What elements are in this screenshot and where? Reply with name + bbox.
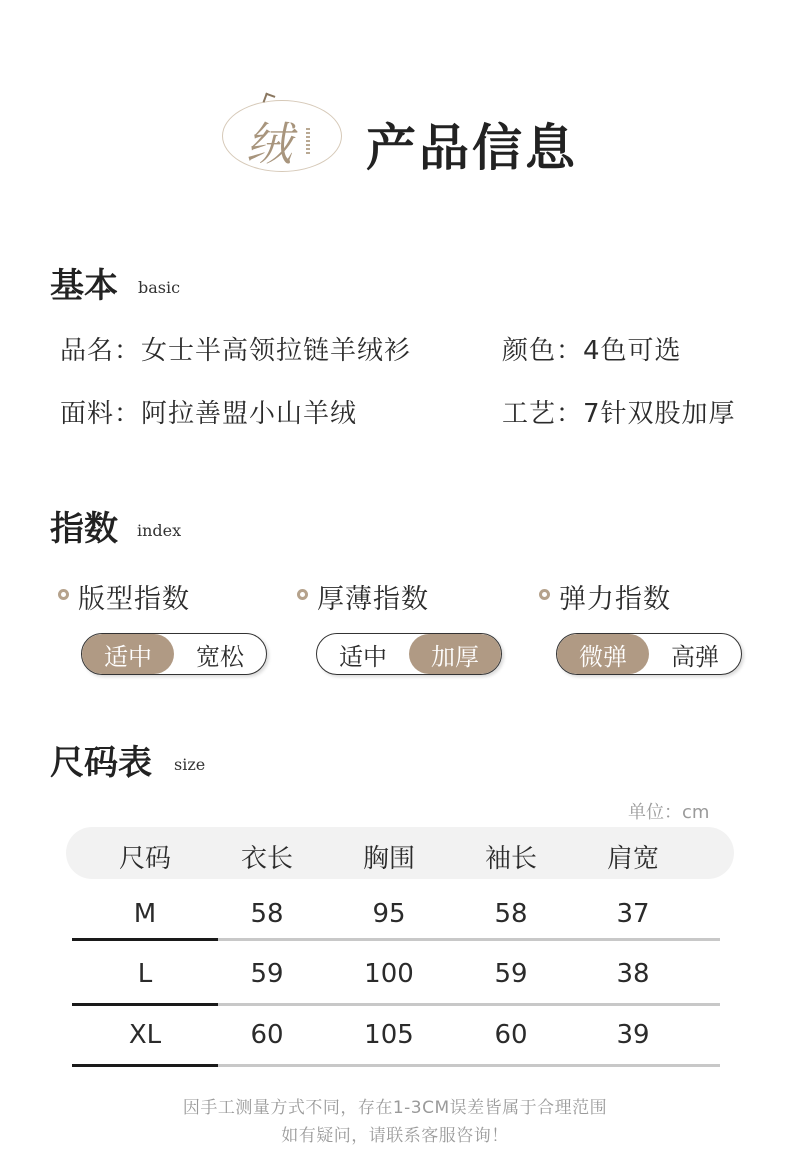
index-label-elasticity: 弹力指数 — [559, 584, 671, 615]
logo-stamp — [306, 128, 310, 154]
toggle-elasticity-option-1: 微弹 — [557, 634, 649, 674]
toggle-fit — [81, 633, 267, 675]
info-fabric: 面料：阿拉善盟小山羊绒 — [60, 399, 358, 429]
toggle-thickness-option-1: 适中 — [339, 642, 387, 671]
table-cell: 39 — [616, 1020, 650, 1050]
toggle-fit-option-2: 宽松 — [196, 642, 244, 671]
logo-character: 绒 — [246, 117, 292, 171]
measurement-note: 因手工测量方式不同，存在1-3CM误差皆属于合理范围 — [182, 1098, 608, 1118]
page-title: 产品信息 — [366, 119, 578, 177]
toggle-elasticity-option-2: 高弹 — [671, 642, 719, 671]
table-cell: 100 — [364, 959, 414, 989]
bullet-icon — [58, 589, 69, 600]
table-header-cell: 胸围 — [362, 844, 415, 874]
table-cell: 37 — [616, 899, 650, 929]
row-divider-accent — [72, 1064, 218, 1067]
row-divider-accent — [72, 1003, 218, 1006]
unit-label: 单位：cm — [628, 802, 710, 823]
table-header-cell: 衣长 — [240, 844, 293, 874]
toggle-elasticity — [556, 633, 742, 675]
section-title-basic: 基本 — [50, 266, 118, 306]
toggle-thickness-option-2: 加厚 — [409, 634, 501, 674]
toggle-thickness — [316, 633, 502, 675]
page-header — [0, 0, 790, 200]
table-header-cell: 尺码 — [118, 844, 171, 874]
table-cell: 58 — [494, 899, 528, 929]
table-cell: 38 — [616, 959, 650, 989]
table-cell: L — [137, 959, 153, 989]
index-label-fit: 版型指数 — [78, 584, 190, 615]
toggle-fit-option-1: 适中 — [82, 634, 174, 674]
section-subtitle-basic: basic — [138, 278, 181, 297]
info-craft: 工艺：7针双股加厚 — [502, 399, 736, 429]
table-cell: 60 — [494, 1020, 528, 1050]
info-color: 颜色：4色可选 — [502, 336, 682, 366]
section-title-index: 指数 — [50, 509, 118, 549]
section-subtitle-index: index — [137, 521, 182, 540]
row-divider-accent — [72, 938, 218, 941]
table-cell: 59 — [250, 959, 284, 989]
table-cell: 59 — [494, 959, 528, 989]
table-header-cell: 肩宽 — [606, 844, 659, 874]
table-cell: 95 — [372, 899, 406, 929]
table-header-cell: 袖长 — [484, 844, 537, 874]
table-cell: M — [133, 899, 157, 929]
table-cell: XL — [128, 1020, 162, 1050]
bullet-icon — [297, 589, 308, 600]
info-product-name: 品名：女士半高领拉链羊绒衫 — [60, 336, 412, 366]
index-label-thickness: 厚薄指数 — [317, 584, 429, 615]
section-title-size: 尺码表 — [50, 743, 152, 783]
table-cell: 105 — [364, 1020, 414, 1050]
table-cell: 60 — [250, 1020, 284, 1050]
section-subtitle-size: size — [174, 755, 206, 774]
bullet-icon — [539, 589, 550, 600]
table-cell: 58 — [250, 899, 284, 929]
contact-note: 如有疑问，请联系客服咨询！ — [281, 1126, 509, 1146]
